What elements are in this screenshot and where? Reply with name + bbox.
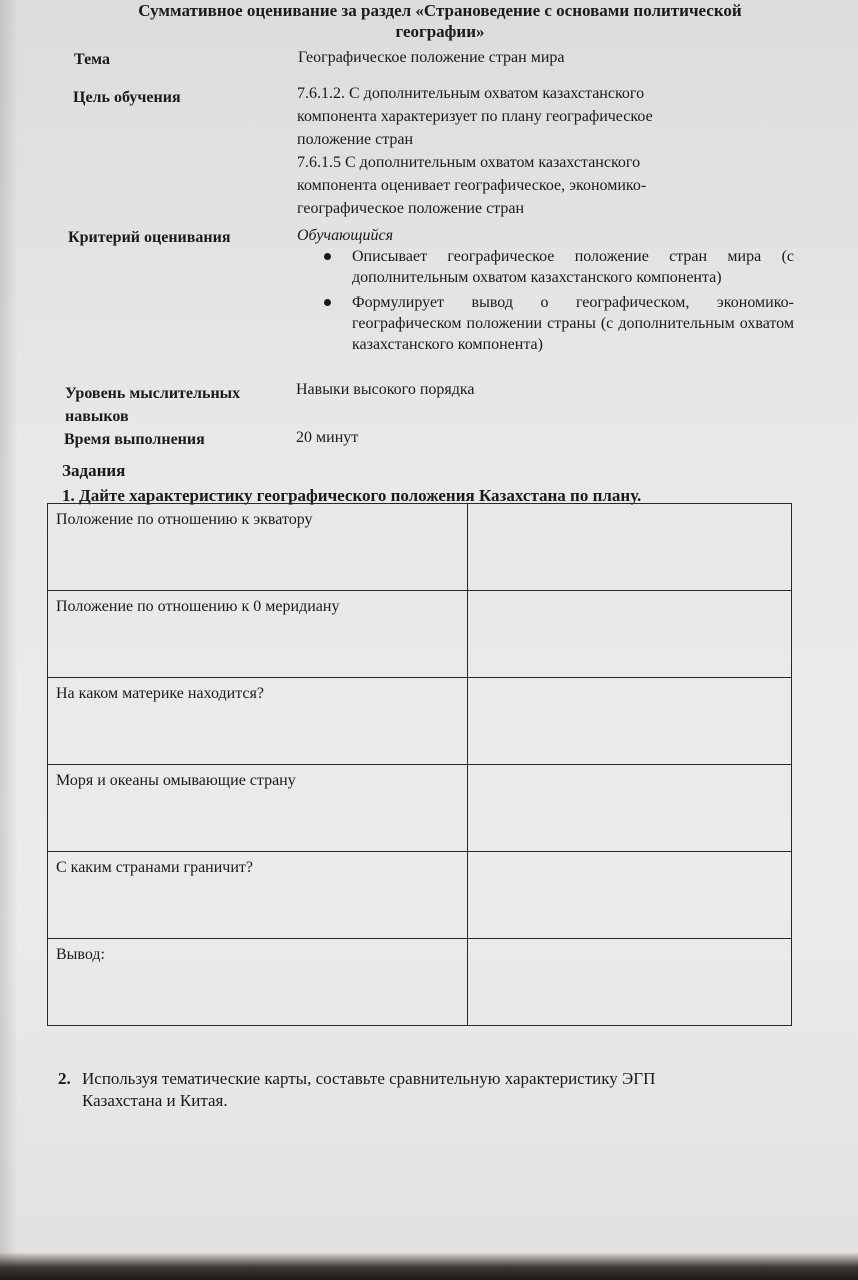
goal-line: компонента оценивает географическое, экономико- — [297, 177, 647, 194]
bullet-icon — [324, 253, 331, 260]
criteria-item-text: Описывает географическое положение стран мира (с дополнительным охватом казахстанского компонента) — [352, 248, 794, 286]
criteria-item-text: Формулирует вывод о географическом, экономико-географическом положении страны (с дополнительным охватом казахстанского компонента) — [352, 294, 794, 353]
goal-line: положение стран — [297, 131, 414, 148]
goal-line: 7.6.1.2. С дополнительным охватом казахстанского — [297, 85, 645, 102]
table-question-cell: Вывод: — [48, 939, 468, 1026]
table-row — [48, 852, 792, 939]
goal-value — [297, 82, 767, 220]
table-row — [48, 765, 792, 852]
answer-cell[interactable] — [468, 852, 792, 939]
table-row — [48, 939, 792, 1026]
criteria-item — [322, 292, 794, 355]
level-label-line: навыков — [65, 408, 129, 425]
task-2 — [58, 1068, 788, 1112]
task-1-table — [47, 503, 792, 1026]
criteria-item — [322, 246, 794, 288]
table-question-cell: Положение по отношению к 0 меридиану — [48, 591, 468, 678]
task-2-number: 2. — [58, 1069, 71, 1088]
level-label — [65, 382, 240, 428]
level-value: Навыки высокого порядка — [296, 381, 475, 398]
task-2-line: Казахстана и Китая. — [82, 1091, 228, 1110]
goal-line: компонента характеризует по плану географическое — [297, 108, 653, 125]
answer-cell[interactable] — [468, 765, 792, 852]
level-label-line: Уровень мыслительных — [65, 385, 241, 402]
answer-cell[interactable] — [468, 939, 792, 1026]
page-shadow-bottom — [0, 1252, 858, 1280]
page-shadow-left — [0, 0, 18, 1280]
task-2-text: Используя тематические карты, составьте сравнительную характеристику ЭГП — [82, 1069, 656, 1088]
table-question-cell: Положение по отношению к экватору — [48, 504, 468, 591]
table-row — [48, 678, 792, 765]
answer-cell[interactable] — [468, 591, 792, 678]
time-label: Время выполнения — [64, 431, 205, 448]
table-row — [48, 504, 792, 591]
title-line-2: географии» — [395, 22, 485, 41]
title-line-1: Суммативное оценивание за раздел «Страноведение с основами политической — [138, 1, 742, 20]
bullet-icon — [324, 299, 331, 306]
table-question-cell: С каким странами граничит? — [48, 852, 468, 939]
table-row — [48, 591, 792, 678]
criteria-intro: Обучающийся — [297, 227, 394, 244]
topic-label: Тема — [74, 51, 110, 68]
time-value: 20 минут — [296, 429, 359, 446]
criteria-list — [322, 246, 794, 359]
task-1-text: 1. Дайте характеристику географического положения Казахстана по плану. — [62, 486, 642, 505]
answer-cell[interactable] — [468, 678, 792, 765]
criteria-label: Критерий оценивания — [68, 229, 231, 246]
goal-label: Цель обучения — [73, 89, 181, 106]
task-2-line — [58, 1068, 788, 1090]
table-question-cell: Моря и океаны омывающие страну — [48, 765, 468, 852]
table-question-cell: На каком материке находится? — [48, 678, 468, 765]
topic-value: Географическое положение стран мира — [298, 49, 565, 66]
goal-line: географическое положение стран — [297, 200, 525, 217]
goal-line: 7.6.1.5 С дополнительным охватом казахстанского — [297, 154, 641, 171]
answer-cell[interactable] — [468, 504, 792, 591]
document-title — [40, 0, 840, 42]
tasks-heading: Задания — [62, 461, 126, 480]
